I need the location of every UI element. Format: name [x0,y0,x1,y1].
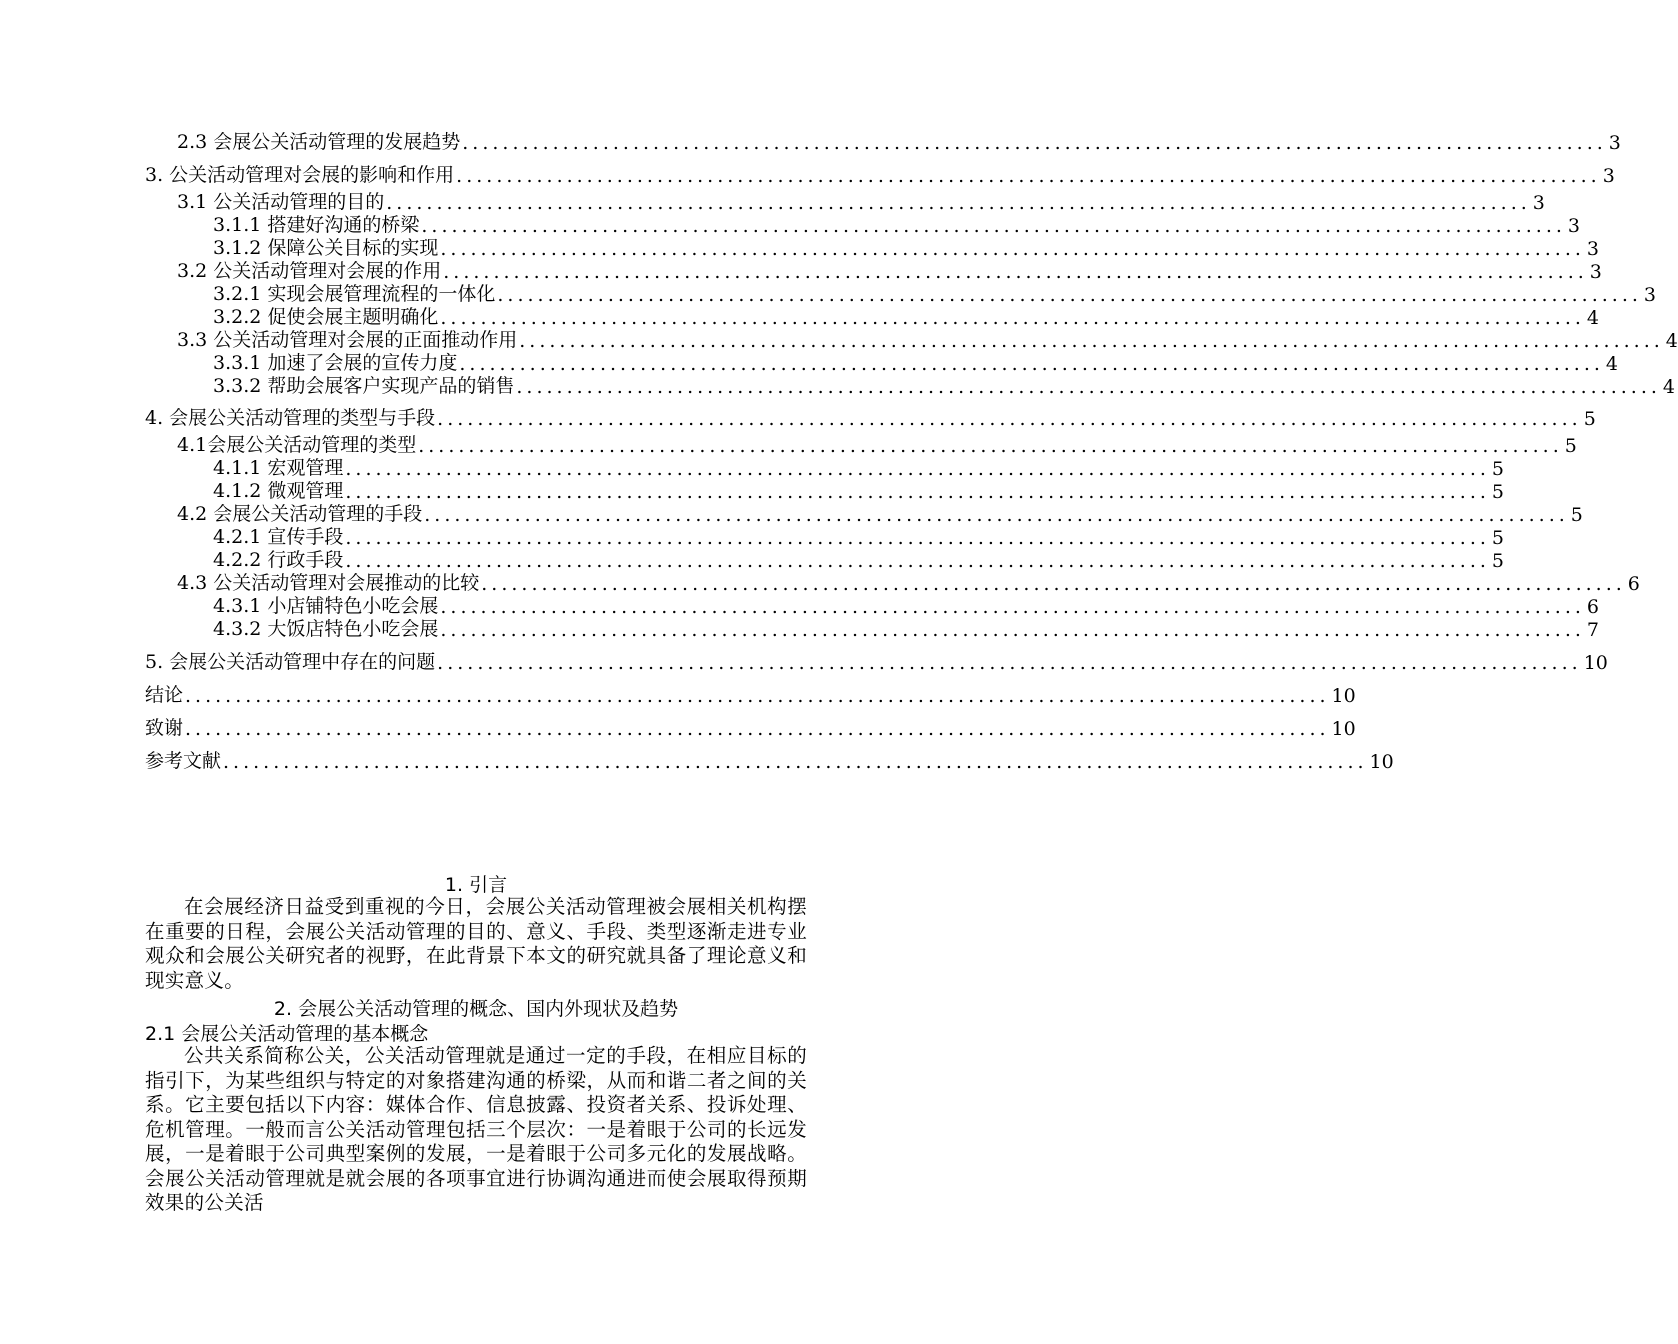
section2-1-subheading: 2.1 会展公关活动管理的基本概念 [145,1023,429,1045]
toc-leader-dots: .................................................................................................................. [185,718,1330,740]
toc-entry-label: 4.2.2 行政手段 [213,549,344,571]
toc-entry-label: 4.1.1 宏观管理 [213,457,344,479]
toc-leader-dots: .................................................................................................................. [440,619,1585,641]
toc-entry-page: 10 [1331,718,1356,740]
toc-entry-label: 3.2.2 促使会展主题明确化 [213,306,439,328]
toc-entry-page: 10 [1331,685,1356,707]
toc-entry[interactable] [145,122,1621,154]
toc-leader-dots: .................................................................................................................. [440,307,1585,329]
toc-leader-dots: .................................................................................................................. [223,751,1368,773]
toc-leader-dots: .................................................................................................................. [519,330,1664,352]
toc-entry[interactable] [145,707,1356,740]
toc-entry-page: 3 [1567,215,1580,237]
toc-entry-label: 4.2 会展公关活动管理的手段 [177,503,423,525]
toc-leader-dots: .................................................................................................................. [497,284,1642,306]
toc-entry-label: 3. 公关活动管理对会展的影响和作用 [145,164,455,186]
toc-entry-label: 4.1.2 微观管理 [213,480,344,502]
toc-entry-label: 结论 [145,684,184,706]
toc-leader-dots: .................................................................................................................. [459,353,1604,375]
toc-leader-dots: .................................................................................................................. [516,376,1661,398]
toc-leader-dots: .................................................................................................................. [421,215,1566,237]
toc-entry-page: 4 [1586,307,1599,329]
toc-entry-page: 5 [1583,408,1596,430]
toc-leader-dots: .................................................................................................................. [345,481,1490,503]
toc-leader-dots: .................................................................................................................. [481,573,1626,595]
toc-entry-label: 2.3 会展公关活动管理的发展趋势 [177,131,461,153]
toc-entry-label: 3.2 公关活动管理对会展的作用 [177,260,442,282]
toc-entry-page: 5 [1491,458,1504,480]
toc-entry[interactable] [145,740,1394,773]
section2-heading: 2. 会展公关活动管理的概念、国内外现状及趋势 [273,998,679,1020]
toc-entry[interactable] [145,398,1596,430]
toc-leader-dots: .................................................................................................................. [437,408,1582,430]
toc-entry-label: 4.1会展公关活动管理的类型 [177,434,417,456]
toc-entry-page: 10 [1583,652,1608,674]
toc-entry-page: 3 [1643,284,1656,306]
toc-entry-page: 4 [1662,376,1675,398]
toc-entry-label: 5. 会展公关活动管理中存在的问题 [145,651,436,673]
toc-entry-page: 3 [1589,261,1602,283]
toc-entry-label: 致谢 [145,717,184,739]
toc-entry-label: 参考文献 [145,750,222,772]
toc-entry-label: 3.3 公关活动管理对会展的正面推动作用 [177,329,518,351]
toc-entry-label: 3.2.1 实现会展管理流程的一体化 [213,283,496,305]
toc-entry-label: 3.3.2 帮助会展客户实现产品的销售 [213,375,515,397]
toc-entry-page: 3 [1608,132,1621,154]
toc-leader-dots: .................................................................................................................. [440,596,1585,618]
toc-leader-dots: .................................................................................................................. [456,165,1601,187]
toc-leader-dots: .................................................................................................................. [345,527,1490,549]
toc-entry-label: 3.3.1 加速了会展的宣传力度 [213,352,458,374]
table-of-contents [145,122,1678,773]
toc-leader-dots: .................................................................................................................. [185,685,1330,707]
toc-leader-dots: .................................................................................................................. [345,458,1490,480]
toc-entry-page: 3 [1532,192,1545,214]
toc-entry-page: 6 [1586,596,1599,618]
toc-entry[interactable] [145,154,1615,187]
intro-paragraph: 在会展经济日益受到重视的今日，会展公关活动管理被会展相关机构摆在重要的日程，会展公关活动管理的目的、意义、手段、类型逐渐走进专业观众和会展公关研究者的视野，在此背景下本文的研究就具备了理论意义和现实意义。 [145,895,807,992]
toc-entry-label: 3.1.1 搭建好沟通的桥梁 [213,214,420,236]
toc-entry[interactable] [145,618,1599,641]
toc-entry-label: 3.1.2 保障公关目标的实现 [213,237,439,259]
toc-entry-page: 3 [1586,238,1599,260]
toc-leader-dots: .................................................................................................................. [462,132,1607,154]
toc-entry-page: 5 [1491,550,1504,572]
toc-entry-page: 5 [1491,481,1504,503]
toc-entry-label: 4.3.2 大饭店特色小吃会展 [213,618,439,640]
toc-leader-dots: .................................................................................................................. [443,261,1588,283]
toc-leader-dots: .................................................................................................................. [424,504,1569,526]
toc-entry-page: 3 [1602,165,1615,187]
toc-entry-page: 5 [1564,435,1577,457]
toc-entry-page: 6 [1627,573,1640,595]
toc-entry[interactable] [145,674,1356,707]
toc-leader-dots: .................................................................................................................. [437,652,1582,674]
toc-entry-page: 5 [1570,504,1583,526]
toc-entry-page: 10 [1369,751,1394,773]
toc-leader-dots: .................................................................................................................. [386,192,1531,214]
intro-heading: 1. 引言 [444,874,508,896]
toc-entry-page: 7 [1586,619,1599,641]
toc-entry[interactable] [145,641,1608,674]
section2-1-paragraph: 公共关系简称公关，公关活动管理就是通过一定的手段，在相应目标的指引下，为某些组织与特定的对象搭建沟通的桥梁，从而和谐二者之间的关系。它主要包括以下内容：媒体合作、信息披露、投资者关系、投诉处理、危机管理。一般而言公关活动管理包括三个层次：一是着眼于公司的长远发展，一是着眼于公司典型案例的发展，一是着眼于公司多元化的发展战略。会展公关活动管理就是就会展的各项事宜进行协调沟通进而使会展取得预期效果的公关活 [145,1044,807,1214]
toc-leader-dots: .................................................................................................................. [418,435,1563,457]
toc-entry-label: 4.3.1 小店铺特色小吃会展 [213,595,439,617]
toc-entry-label: 3.1 公关活动管理的目的 [177,191,385,213]
toc-entry-label: 4.3 公关活动管理对会展推动的比较 [177,572,480,594]
toc-entry[interactable] [145,375,1675,398]
toc-entry-label: 4.2.1 宣传手段 [213,526,344,548]
toc-entry-label: 4. 会展公关活动管理的类型与手段 [145,407,436,429]
toc-entry-page: 5 [1491,527,1504,549]
toc-leader-dots: .................................................................................................................. [345,550,1490,572]
toc-entry-page: 4 [1605,353,1618,375]
toc-entry-page: 4 [1665,330,1678,352]
toc-leader-dots: .................................................................................................................. [440,238,1585,260]
